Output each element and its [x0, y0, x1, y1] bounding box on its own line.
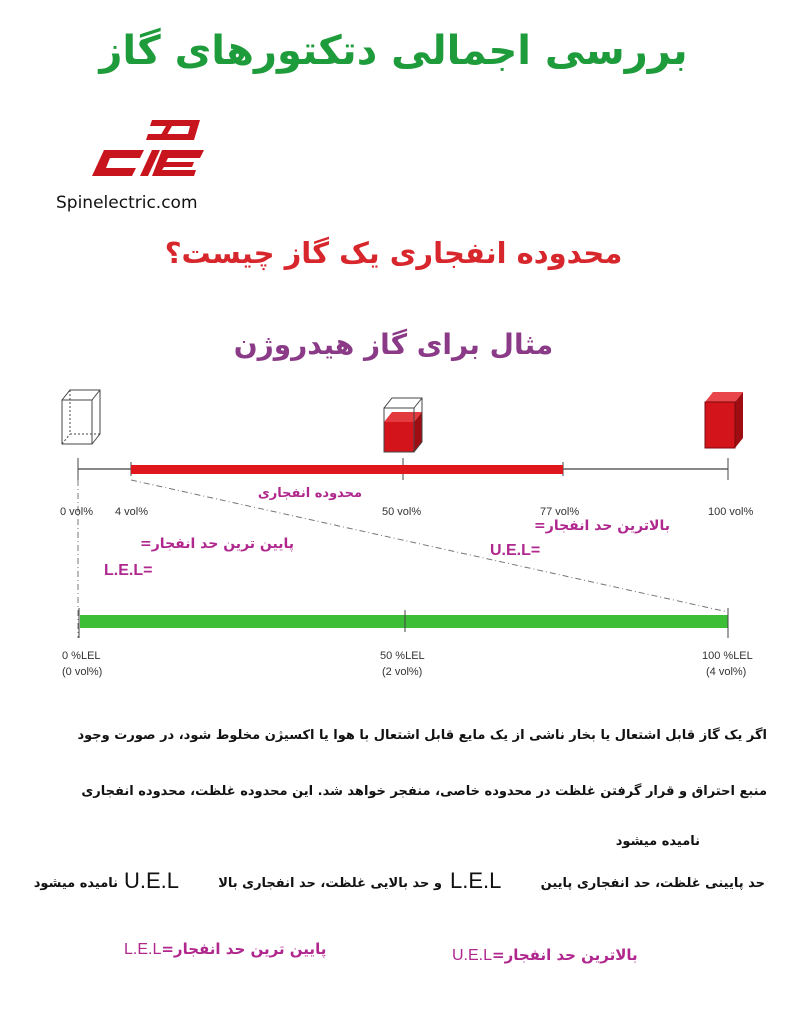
question-heading: محدوده انفجاری یک گاز چیست؟ [164, 236, 623, 270]
lel-label-abbr: L.E.L= [104, 562, 153, 579]
bottom-lel-abbr: L.E.L [124, 941, 162, 958]
lel-tick-label-0: 0 %LEL [62, 650, 101, 662]
uel-label-text: بالاترین حد انفجار= [534, 518, 670, 534]
lel-tick-sublabel-100: (4 vol%) [706, 666, 747, 678]
bottom-uel-definition [452, 946, 638, 965]
tick-label-0: 0 vol% [60, 506, 94, 518]
cube-half-icon [384, 398, 422, 452]
paragraph-line-2: منبع احتراق و قرار گرفتن غلظت در محدوده خاصی، منفجر خواهد شد. این محدوده غلظت، محدوده انفجاری [81, 784, 767, 799]
main-title: بررسی اجمالی دتکتورهای گاز [99, 28, 688, 74]
tick-label-77: 77 vol% [540, 506, 580, 518]
paragraph-line-4-part1: حد پایینی غلظت، حد انفجاری پایین [540, 876, 765, 891]
bottom-uel-abbr: U.E.L [452, 947, 493, 964]
paragraph-line-4-uel: U.E.L [124, 868, 180, 893]
lel-scale-bar [80, 615, 728, 628]
lel-tick-sublabel-0: (0 vol%) [62, 666, 103, 678]
website-url: Spinelectric.com [56, 193, 198, 213]
paragraph-line-3: نامیده میشود [615, 834, 700, 849]
tick-label-100: 100 vol% [708, 506, 754, 518]
lel-tick-sublabel-50: (2 vol%) [382, 666, 423, 678]
lel-label-text: پایین ترین حد انفجار= [140, 536, 294, 552]
paragraph-line-4-lel: L.E.L [450, 868, 502, 893]
company-logo [82, 118, 214, 178]
paragraph-line-1: اگر یک گاز قابل اشتعال یا بخار ناشی از یک مایع قابل اشتعال با هوا یا اکسیژن مخلوط شود، در صورت وجود [77, 728, 767, 743]
paragraph-line-4-part2: و حد بالایی غلظت، حد انفجاری بالا [218, 876, 442, 891]
lel-tick-label-50: 50 %LEL [380, 650, 425, 662]
uel-label-abbr: U.E.L= [490, 542, 541, 559]
explosive-range-bar [131, 465, 563, 474]
bottom-lel-text: پایین ترین حد انفجار= [161, 940, 327, 958]
tick-label-50: 50 vol% [382, 506, 422, 518]
tick-label-4: 4 vol% [115, 506, 149, 518]
bottom-uel-text: بالاترین حد انفجار= [492, 946, 638, 964]
bottom-lel-definition [124, 940, 326, 959]
explosive-range-label: محدوده انفجاری [257, 486, 363, 501]
lel-tick-label-100: 100 %LEL [702, 650, 753, 662]
cube-full-icon [705, 392, 743, 448]
cube-empty-icon [62, 390, 100, 444]
example-heading: مثال برای گاز هیدروژن [233, 328, 554, 361]
paragraph-line-4-part3: نامیده میشود [33, 876, 118, 891]
